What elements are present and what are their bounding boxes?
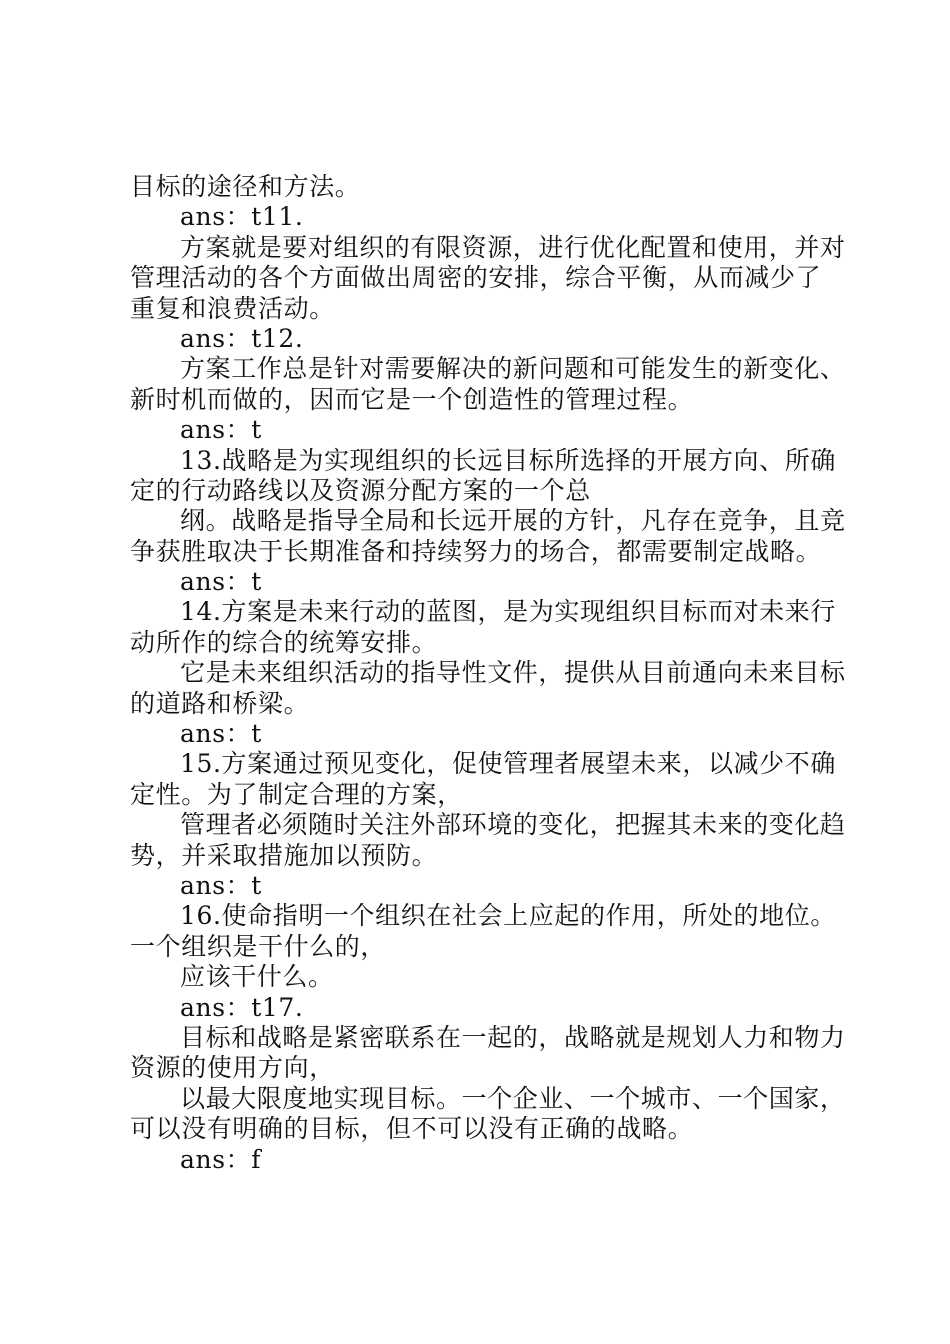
text-line: 重复和浪费活动。 (130, 293, 335, 323)
text-line: 势，并采取措施加以预防。 (130, 840, 438, 870)
text-line: 新时机而做的，因而它是一个创造性的管理过程。 (130, 384, 694, 414)
question-line: 14.方案是未来行动的蓝图，是为实现组织目标而对未来行 (180, 597, 836, 627)
text-line: 目标和战略是紧密联系在一起的，战略就是规划人力和物力 (180, 1022, 846, 1052)
answer-line: ans：t11. (180, 202, 304, 232)
answer-line: ans：t17. (180, 992, 304, 1022)
answer-line: ans：t (180, 870, 262, 900)
text-line: 它是未来组织活动的指导性文件，提供从目前通向未来目标 (180, 658, 846, 688)
question-line: 15.方案通过预见变化，促使管理者展望未来，以减少不确 (180, 749, 836, 779)
text-line: 方案工作总是针对需要解决的新问题和可能发生的新变化、 (180, 354, 846, 384)
text-line: 应该干什么。 (180, 962, 334, 992)
document-body (130, 172, 846, 1175)
text-line: 定性。为了制定合理的方案， (130, 779, 463, 809)
text-line: 管理者必须随时关注外部环境的变化，把握其未来的变化趋 (180, 810, 846, 840)
answer-line: ans：t12. (180, 323, 304, 353)
text-line: 纲。战略是指导全局和长远开展的方针，凡存在竞争，且竞 (180, 506, 846, 536)
text-line: 可以没有明确的目标，但不可以没有正确的战略。 (130, 1114, 694, 1144)
question-line: 16.使命指明一个组织在社会上应起的作用，所处的地位。 (180, 901, 836, 931)
text-line: 方案就是要对组织的有限资源，进行优化配置和使用，并对 (180, 232, 846, 262)
text-line: 目标的途径和方法。 (130, 172, 361, 201)
text-line: 的道路和桥梁。 (130, 688, 310, 718)
answer-line: ans：f (180, 1144, 262, 1174)
text-line: 资源的使用方向， (130, 1053, 335, 1083)
text-line: 管理活动的各个方面做出周密的安排，综合平衡，从而减少了 (130, 263, 822, 293)
answer-line: ans：t (180, 415, 262, 445)
text-line: 争获胜取决于长期准备和持续努力的场合，都需要制定战略。 (130, 536, 822, 566)
question-line: 13.战略是为实现组织的长远目标所选择的开展方向、所确 (180, 445, 836, 475)
answer-line: ans：t (180, 719, 262, 749)
answer-line: ans：t (180, 567, 262, 597)
text-line: 以最大限度地实现目标。一个企业、一个城市、一个国家， (180, 1083, 846, 1113)
text-line: 定的行动路线以及资源分配方案的一个总 (130, 475, 591, 505)
text-line: 一个组织是干什么的， (130, 931, 387, 961)
text-line: 动所作的综合的统筹安排。 (130, 627, 438, 657)
